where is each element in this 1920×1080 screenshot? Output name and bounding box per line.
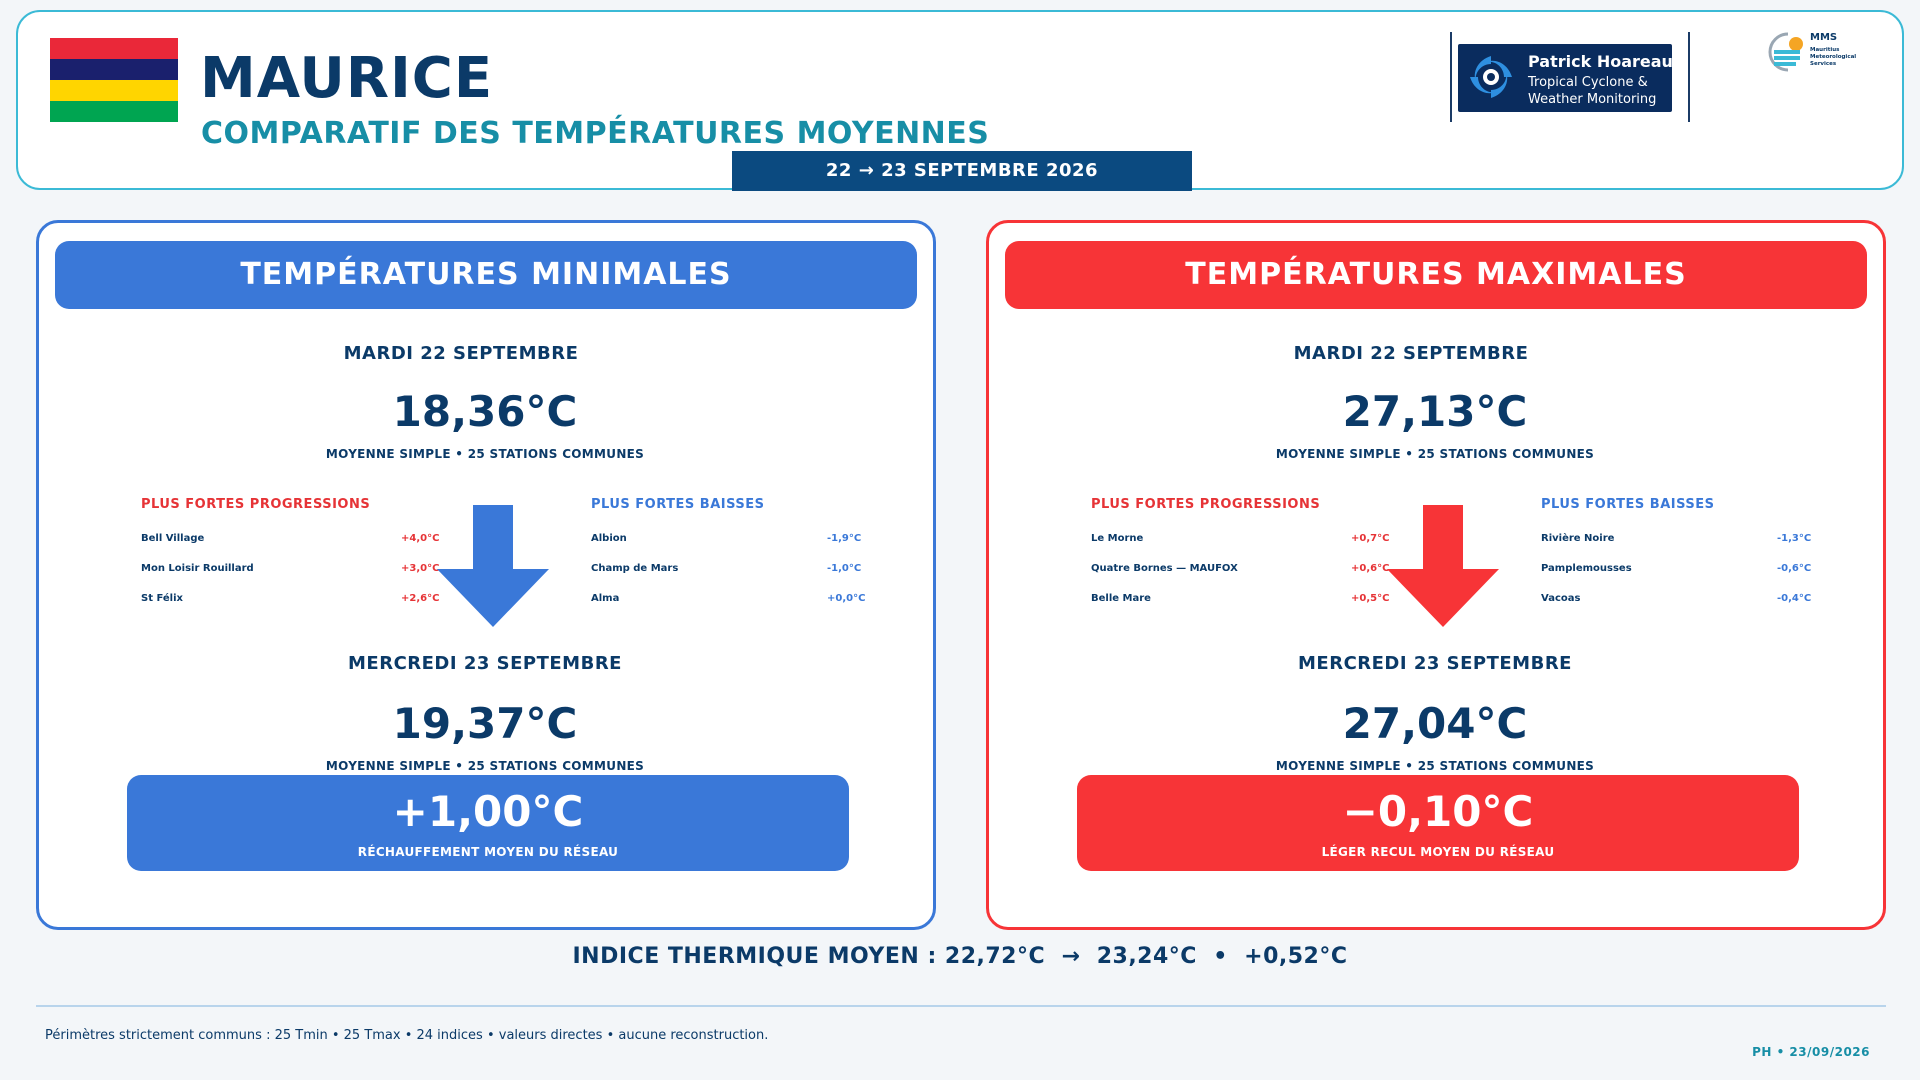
mms-logo-line2: Meteorological (1810, 54, 1857, 60)
station-name: Rivière Noire (1541, 533, 1615, 544)
mms-emblem-icon (1768, 30, 1808, 74)
mms-logo-abbr: MMS (1810, 32, 1838, 43)
station-value: +2,6°C (401, 593, 440, 604)
station-name: Le Morne (1091, 533, 1144, 544)
min-delta-value: +1,00°C (392, 787, 584, 836)
station-name: Belle Mare (1091, 593, 1151, 604)
station-name: Champ de Mars (591, 563, 679, 574)
signature: PH • 23/09/2026 (1752, 1045, 1870, 1059)
max-day1-average: 27,13°C (1342, 387, 1528, 436)
station-name: Vacoas (1541, 593, 1581, 604)
max-panel-title: TEMPÉRATURES MAXIMALES (1005, 241, 1867, 309)
thermal-index-line: INDICE THERMIQUE MOYEN : 22,72°C → 23,24°C • +0,52°C (572, 944, 1348, 969)
arrow-down-icon (1387, 505, 1499, 627)
min-day2-label: MERCREDI 23 SEPTEMBRE (348, 653, 622, 674)
arrow-down-icon (437, 505, 549, 627)
station-value: -1,3°C (1777, 533, 1812, 544)
page-subtitle: COMPARATIF DES TEMPÉRATURES MOYENNES (201, 116, 990, 151)
cyclone-swirl-icon (1466, 52, 1516, 102)
max-delta-box (1077, 775, 1799, 871)
footnote: Périmètres strictement communs : 25 Tmin • 25 Tmax • 24 indices • valeurs directes • aucune reconstruction. (45, 1028, 769, 1043)
max-day2-label: MERCREDI 23 SEPTEMBRE (1298, 653, 1572, 674)
max-day2-average: 27,04°C (1342, 699, 1528, 748)
ph-logo-name: Patrick Hoareau (1528, 52, 1673, 71)
header-banner (16, 10, 1904, 190)
flag-stripe-yellow (50, 80, 178, 101)
station-name: Alma (591, 593, 620, 604)
max-day1-label: MARDI 22 SEPTEMBRE (1293, 343, 1529, 364)
mauritius-flag-icon (50, 38, 178, 122)
page-title: MAURICE (200, 46, 494, 111)
station-name: Mon Loisir Rouillard (141, 563, 254, 574)
station-name: Quatre Bornes — MAUFOX (1091, 563, 1238, 574)
max-day1-note: MOYENNE SIMPLE • 25 STATIONS COMMUNES (1275, 447, 1595, 461)
flag-stripe-green (50, 101, 178, 122)
footer-divider (36, 1005, 1886, 1007)
ph-logo-badge (1458, 44, 1672, 112)
station-value: +0,0°C (827, 593, 866, 604)
station-name: St Félix (141, 593, 183, 604)
station-value: +0,5°C (1351, 593, 1390, 604)
ph-logo-line1: Tropical Cyclone & (1528, 75, 1648, 90)
station-value: -0,6°C (1777, 563, 1812, 574)
ph-logo (1450, 32, 1690, 122)
flag-stripe-blue (50, 59, 178, 80)
station-value: -1,9°C (827, 533, 862, 544)
mms-logo-line1: Mauritius (1810, 47, 1840, 53)
max-falls-title: PLUS FORTES BAISSES (1541, 497, 1715, 512)
min-day1-note: MOYENNE SIMPLE • 25 STATIONS COMMUNES (325, 447, 645, 461)
max-day2-note: MOYENNE SIMPLE • 25 STATIONS COMMUNES (1275, 759, 1595, 773)
mms-logo-line3: Services (1810, 61, 1837, 67)
min-day2-average: 19,37°C (392, 699, 578, 748)
min-delta-label: RÉCHAUFFEMENT MOYEN DU RÉSEAU (357, 845, 619, 859)
min-panel-title: TEMPÉRATURES MINIMALES (55, 241, 917, 309)
min-day1-label: MARDI 22 SEPTEMBRE (343, 343, 579, 364)
min-day1-average: 18,36°C (392, 387, 578, 436)
station-value: +0,6°C (1351, 563, 1390, 574)
min-rises-title: PLUS FORTES PROGRESSIONS (141, 497, 371, 512)
flag-stripe-red (50, 38, 178, 59)
min-temperature-panel (36, 220, 936, 930)
max-temperature-panel (986, 220, 1886, 930)
max-rises-title: PLUS FORTES PROGRESSIONS (1091, 497, 1321, 512)
station-value: +4,0°C (401, 533, 440, 544)
station-value: -0,4°C (1777, 593, 1812, 604)
station-value: -1,0°C (827, 563, 862, 574)
station-value: +0,7°C (1351, 533, 1390, 544)
date-range-badge: 22 → 23 SEPTEMBRE 2026 (732, 151, 1192, 191)
ph-logo-line2: Weather Monitoring (1528, 92, 1657, 107)
max-delta-value: −0,10°C (1342, 787, 1534, 836)
station-name: Bell Village (141, 533, 205, 544)
min-delta-box (127, 775, 849, 871)
min-falls-title: PLUS FORTES BAISSES (591, 497, 765, 512)
station-name: Albion (591, 533, 627, 544)
max-delta-label: LÉGER RECUL MOYEN DU RÉSEAU (1321, 845, 1555, 859)
min-day2-note: MOYENNE SIMPLE • 25 STATIONS COMMUNES (325, 759, 645, 773)
station-name: Pamplemousses (1541, 563, 1632, 574)
station-value: +3,0°C (401, 563, 440, 574)
mms-logo (1764, 24, 1888, 78)
